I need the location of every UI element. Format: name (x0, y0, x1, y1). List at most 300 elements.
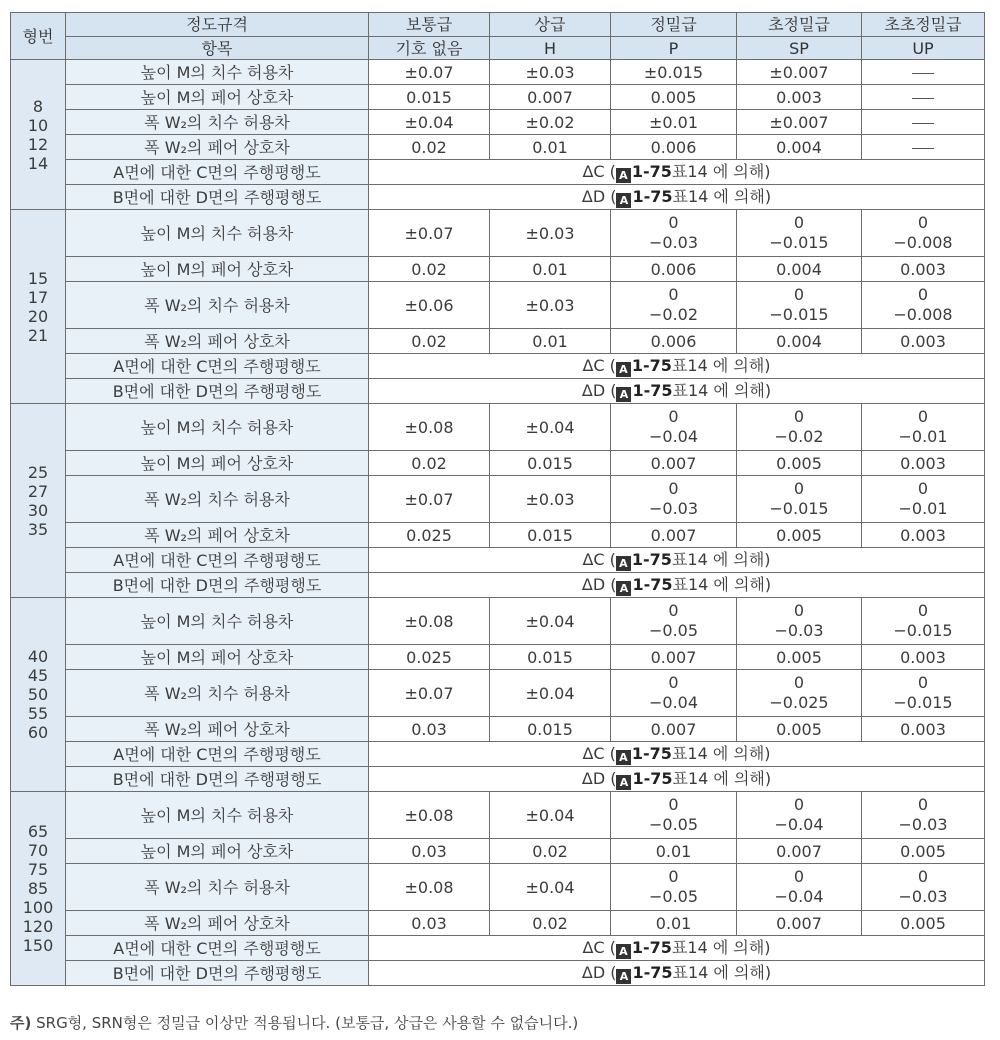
model-number: 12 (27, 134, 49, 154)
value-cell: 0.03 (369, 839, 490, 864)
tolerance-line: 0 (793, 795, 805, 814)
value-cell: ±0.04 (369, 110, 490, 135)
tolerance-line: 0 (917, 479, 929, 498)
model-number: 70 (27, 841, 49, 860)
accuracy-spec-table (10, 12, 985, 986)
ref-prefix: ΔD ( (581, 380, 617, 400)
ref-suffix: 표14 에 의해) (672, 768, 772, 788)
tolerance-line: −0.04 (648, 693, 699, 712)
not-applicable-dash (912, 98, 934, 99)
value-cell: ±0.08 (369, 404, 490, 451)
model-group-cell (11, 60, 66, 210)
table-row (11, 645, 985, 670)
parallelism-reference (369, 354, 985, 379)
value-cell: 0.004 (737, 257, 862, 282)
ref-page: 1-75 (632, 380, 673, 400)
grade-label-header: 정도규격 (66, 13, 369, 37)
value-cell: 0.025 (369, 645, 490, 670)
value-cell (737, 670, 862, 717)
tolerance-line: −0.01 (898, 499, 948, 518)
model-number: 35 (27, 519, 49, 539)
tolerance-line: 0 (668, 285, 679, 304)
ref-suffix: 표14 에 의해) (671, 161, 771, 181)
value-cell: 0.015 (490, 523, 611, 548)
catalog-section-icon: A (616, 775, 631, 790)
table-row (11, 329, 985, 354)
tolerance-line: 0 (793, 213, 805, 232)
tolerance-line: 0 (793, 407, 805, 426)
ref-suffix: 표14 에 의해) (672, 380, 772, 400)
tolerance-line: −0.03 (648, 233, 699, 252)
value-cell: 0.007 (737, 911, 862, 936)
ref-suffix: 표14 에 의해) (672, 574, 772, 594)
value-cell (862, 282, 985, 329)
ref-suffix: 표14 에 의해) (671, 355, 771, 375)
tolerance-line: −0.008 (893, 305, 953, 324)
grade-super-precision-header: 초정밀급 (737, 13, 862, 37)
item-parallelism-bd: B면에 대한 D면의 주행평행도 (66, 573, 369, 598)
parallelism-row (11, 742, 985, 767)
table-row (11, 210, 985, 257)
model-number: 60 (27, 723, 49, 742)
value-cell: 0.025 (369, 523, 490, 548)
ref-page: 1-75 (632, 186, 673, 206)
value-cell: 0.007 (737, 839, 862, 864)
not-applicable-dash (912, 123, 934, 124)
not-applicable-dash (912, 73, 934, 74)
parallelism-row (11, 767, 985, 792)
model-number: 17 (27, 287, 49, 307)
item-height-tolerance: 높이 M의 치수 허용차 (66, 404, 369, 451)
ref-prefix: ΔC ( (582, 161, 616, 181)
tolerance-line: −0.015 (769, 233, 829, 252)
parallelism-reference (369, 379, 985, 404)
item-width-pair-difference: 폭 W₂의 페어 상호차 (66, 717, 369, 742)
item-parallelism-ac: A면에 대한 C면의 주행평행도 (66, 936, 369, 961)
value-cell: 0.006 (611, 257, 737, 282)
catalog-section-icon: A (616, 750, 631, 765)
item-height-pair-difference: 높이 M의 페어 상호차 (66, 85, 369, 110)
model-group-cell (11, 210, 66, 404)
ref-suffix: 표14 에 의해) (672, 962, 772, 982)
tolerance-line: −0.02 (648, 305, 699, 324)
value-cell: ±0.07 (369, 210, 490, 257)
value-cell: 0.01 (490, 257, 611, 282)
value-cell: ±0.03 (490, 60, 611, 85)
tolerance-line: 0 (668, 795, 679, 814)
value-cell: 0.005 (737, 451, 862, 476)
value-cell: 0.005 (611, 85, 737, 110)
ref-suffix: 표14 에 의해) (671, 743, 771, 763)
item-parallelism-ac: A면에 대한 C면의 주행평행도 (66, 548, 369, 573)
grade-ultra-precision-header: 초초정밀급 (862, 13, 985, 37)
value-cell (862, 476, 985, 523)
value-cell: ±0.03 (490, 282, 611, 329)
value-cell: ±0.04 (490, 792, 611, 839)
parallelism-reference (369, 185, 985, 210)
table-row (11, 598, 985, 645)
item-height-tolerance: 높이 M의 치수 허용차 (66, 598, 369, 645)
model-number: 15 (27, 268, 49, 288)
table-row (11, 282, 985, 329)
item-width-pair-difference: 폭 W₂의 페어 상호차 (66, 135, 369, 160)
ref-prefix: ΔD ( (581, 962, 617, 982)
value-cell: ±0.01 (611, 110, 737, 135)
ref-prefix: ΔC ( (582, 743, 616, 763)
table-row (11, 864, 985, 911)
value-cell (611, 476, 737, 523)
value-cell: 0.01 (611, 911, 737, 936)
value-cell: 0.01 (490, 135, 611, 160)
value-cell: 0.015 (490, 717, 611, 742)
tolerance-line: 0 (793, 479, 805, 498)
ref-page: 1-75 (632, 768, 673, 788)
model-number: 10 (27, 115, 49, 135)
value-cell: 0.003 (737, 85, 862, 110)
catalog-section-icon: A (616, 362, 631, 377)
tolerance-line: −0.03 (898, 887, 948, 906)
model-number: 27 (27, 481, 49, 501)
value-cell: 0.02 (369, 451, 490, 476)
tolerance-line: −0.015 (769, 305, 829, 324)
item-height-tolerance: 높이 M의 치수 허용차 (66, 210, 369, 257)
value-cell (611, 864, 737, 911)
ref-prefix: ΔC ( (582, 355, 616, 375)
item-width-tolerance: 폭 W₂의 치수 허용차 (66, 864, 369, 911)
tolerance-line: −0.02 (774, 427, 824, 446)
footnote-prefix: 주) (10, 1014, 32, 1032)
value-cell (862, 404, 985, 451)
parallelism-reference (369, 548, 985, 573)
model-number: 45 (27, 666, 49, 685)
value-cell: ±0.02 (490, 110, 611, 135)
ref-page: 1-75 (631, 355, 672, 375)
value-cell: 0.015 (369, 85, 490, 110)
value-cell: 0.003 (862, 329, 985, 354)
footnote (10, 1012, 578, 1033)
parallelism-row (11, 354, 985, 379)
tolerance-line: −0.05 (648, 887, 699, 906)
symbol-high: H (490, 37, 611, 60)
value-cell: 0.01 (611, 839, 737, 864)
model-group-cell (11, 792, 66, 986)
item-width-tolerance: 폭 W₂의 치수 허용차 (66, 476, 369, 523)
table-row (11, 839, 985, 864)
model-number: 55 (27, 704, 49, 723)
ref-page: 1-75 (631, 743, 672, 763)
ref-suffix: 표14 에 의해) (672, 186, 772, 206)
table-row (11, 911, 985, 936)
item-parallelism-ac: A면에 대한 C면의 주행평행도 (66, 742, 369, 767)
model-number: 21 (27, 325, 49, 345)
value-cell: ±0.08 (369, 792, 490, 839)
value-cell: ±0.07 (369, 60, 490, 85)
value-cell (737, 598, 862, 645)
item-width-pair-difference: 폭 W₂의 페어 상호차 (66, 911, 369, 936)
ref-suffix: 표14 에 의해) (671, 937, 771, 957)
value-cell: 0.003 (862, 451, 985, 476)
value-cell (862, 85, 985, 110)
tolerance-line: −0.025 (769, 693, 829, 712)
symbol-super-precision: SP (737, 37, 862, 60)
model-no-header: 형번 (11, 13, 66, 60)
value-cell: 0.004 (737, 135, 862, 160)
value-cell (862, 670, 985, 717)
symbol-ultra-precision: UP (862, 37, 985, 60)
item-parallelism-bd: B면에 대한 D면의 주행평행도 (66, 961, 369, 986)
tolerance-line: −0.01 (898, 427, 948, 446)
catalog-section-icon: A (616, 193, 631, 208)
ref-prefix: ΔD ( (581, 768, 617, 788)
item-height-tolerance: 높이 M의 치수 허용차 (66, 60, 369, 85)
table-row (11, 257, 985, 282)
value-cell: ±0.015 (611, 60, 737, 85)
tolerance-line: −0.05 (648, 815, 699, 834)
catalog-section-icon: A (616, 969, 631, 984)
tolerance-line: 0 (917, 673, 929, 692)
header-row-grades (11, 13, 985, 37)
value-cell: 0.02 (369, 135, 490, 160)
tolerance-line: −0.03 (898, 815, 948, 834)
item-parallelism-bd: B면에 대한 D면의 주행평행도 (66, 185, 369, 210)
catalog-section-icon: A (616, 944, 631, 959)
tolerance-line: 0 (793, 867, 805, 886)
model-number: 8 (32, 96, 44, 116)
tolerance-line: 0 (917, 867, 929, 886)
table-row (11, 523, 985, 548)
tolerance-line: −0.05 (648, 621, 699, 640)
value-cell: 0.02 (369, 257, 490, 282)
value-cell: 0.003 (862, 523, 985, 548)
value-cell (862, 135, 985, 160)
item-parallelism-ac: A면에 대한 C면의 주행평행도 (66, 160, 369, 185)
tolerance-line: 0 (668, 407, 679, 426)
value-cell (862, 110, 985, 135)
symbol-precision: P (611, 37, 737, 60)
parallelism-row (11, 936, 985, 961)
value-cell (737, 792, 862, 839)
model-number: 25 (27, 462, 49, 482)
ref-suffix: 표14 에 의해) (671, 549, 771, 569)
catalog-section-icon: A (616, 387, 631, 402)
model-number: 14 (27, 153, 49, 173)
not-applicable-dash (912, 148, 934, 149)
value-cell: ±0.08 (369, 598, 490, 645)
value-cell (611, 598, 737, 645)
value-cell (737, 282, 862, 329)
item-height-pair-difference: 높이 M의 페어 상호차 (66, 451, 369, 476)
tolerance-line: 0 (793, 285, 805, 304)
value-cell: 0.005 (737, 645, 862, 670)
item-parallelism-bd: B면에 대한 D면의 주행평행도 (66, 767, 369, 792)
parallelism-reference (369, 936, 985, 961)
value-cell (611, 792, 737, 839)
item-height-pair-difference: 높이 M의 페어 상호차 (66, 839, 369, 864)
value-cell: 0.02 (369, 329, 490, 354)
tolerance-line: 0 (917, 601, 929, 620)
value-cell (611, 404, 737, 451)
model-number: 150 (22, 936, 54, 955)
tolerance-line: 0 (793, 673, 805, 692)
value-cell: 0.007 (611, 451, 737, 476)
tolerance-line: −0.015 (769, 499, 829, 518)
table-row (11, 451, 985, 476)
tolerance-line: −0.04 (648, 427, 699, 446)
model-number: 120 (22, 917, 54, 936)
model-number: 40 (27, 647, 49, 666)
parallelism-reference (369, 573, 985, 598)
parallelism-row (11, 379, 985, 404)
value-cell: ±0.03 (490, 210, 611, 257)
value-cell: 0.03 (369, 717, 490, 742)
ref-prefix: ΔD ( (581, 574, 617, 594)
item-parallelism-bd: B면에 대한 D면의 주행평행도 (66, 379, 369, 404)
catalog-section-icon: A (616, 581, 631, 596)
model-number: 100 (22, 898, 54, 917)
value-cell: ±0.03 (490, 476, 611, 523)
model-number: 65 (27, 822, 49, 841)
item-width-pair-difference: 폭 W₂의 페어 상호차 (66, 523, 369, 548)
tolerance-line: 0 (668, 673, 679, 692)
parallelism-row (11, 160, 985, 185)
model-number: 30 (27, 500, 49, 520)
value-cell: 0.007 (490, 85, 611, 110)
parallelism-reference (369, 160, 985, 185)
value-cell: ±0.08 (369, 864, 490, 911)
value-cell (862, 60, 985, 85)
value-cell: ±0.04 (490, 404, 611, 451)
value-cell: 0.005 (862, 839, 985, 864)
value-cell: 0.02 (490, 839, 611, 864)
tolerance-line: 0 (917, 285, 929, 304)
item-width-tolerance: 폭 W₂의 치수 허용차 (66, 282, 369, 329)
table-row (11, 717, 985, 742)
model-number: 20 (27, 306, 49, 326)
value-cell: ±0.007 (737, 110, 862, 135)
grade-high-header: 상급 (490, 13, 611, 37)
value-cell: ±0.07 (369, 670, 490, 717)
parallelism-row (11, 573, 985, 598)
value-cell: 0.005 (862, 911, 985, 936)
header-row-symbols (11, 37, 985, 60)
parallelism-reference (369, 742, 985, 767)
table-row (11, 792, 985, 839)
item-height-tolerance: 높이 M의 치수 허용차 (66, 792, 369, 839)
symbol-normal: 기호 없음 (369, 37, 490, 60)
item-width-tolerance: 폭 W₂의 치수 허용차 (66, 110, 369, 135)
footnote-text: SRG형, SRN형은 정밀급 이상만 적용됩니다. (보통급, 상급은 사용할 수 없습니다.) (31, 1014, 579, 1032)
value-cell: ±0.04 (490, 670, 611, 717)
table-row (11, 135, 985, 160)
ref-page: 1-75 (632, 962, 673, 982)
tolerance-line: −0.04 (774, 887, 824, 906)
ref-prefix: ΔD ( (581, 186, 617, 206)
ref-prefix: ΔC ( (582, 549, 616, 569)
value-cell: ±0.04 (490, 864, 611, 911)
table-row (11, 85, 985, 110)
tolerance-line: 0 (668, 601, 679, 620)
value-cell (862, 598, 985, 645)
table-row (11, 476, 985, 523)
ref-page: 1-75 (632, 574, 673, 594)
value-cell: ±0.04 (490, 598, 611, 645)
value-cell: 0.005 (737, 523, 862, 548)
table-row (11, 110, 985, 135)
tolerance-line: 0 (668, 479, 679, 498)
value-cell (611, 670, 737, 717)
value-cell: 0.007 (611, 645, 737, 670)
tolerance-line: −0.015 (893, 621, 953, 640)
parallelism-reference (369, 767, 985, 792)
value-cell (862, 210, 985, 257)
value-cell (737, 476, 862, 523)
item-height-pair-difference: 높이 M의 페어 상호차 (66, 645, 369, 670)
value-cell: 0.004 (737, 329, 862, 354)
ref-page: 1-75 (631, 549, 672, 569)
value-cell: 0.03 (369, 911, 490, 936)
value-cell: 0.015 (490, 451, 611, 476)
value-cell: ±0.07 (369, 476, 490, 523)
table-row (11, 60, 985, 85)
value-cell (737, 210, 862, 257)
grade-normal-header: 보통급 (369, 13, 490, 37)
parallelism-reference (369, 961, 985, 986)
parallelism-row (11, 548, 985, 573)
tolerance-line: 0 (793, 601, 805, 620)
tolerance-line: −0.03 (648, 499, 699, 518)
value-cell: 0.01 (490, 329, 611, 354)
tolerance-line: −0.008 (893, 233, 953, 252)
value-cell: 0.003 (862, 645, 985, 670)
model-number: 50 (27, 685, 49, 704)
tolerance-line: 0 (668, 213, 679, 232)
tolerance-line: 0 (668, 867, 679, 886)
catalog-section-icon: A (616, 168, 631, 183)
ref-prefix: ΔC ( (582, 937, 616, 957)
value-cell: 0.015 (490, 645, 611, 670)
model-number: 85 (27, 879, 49, 898)
value-cell: 0.003 (862, 717, 985, 742)
value-cell (611, 210, 737, 257)
tolerance-line: −0.04 (774, 815, 824, 834)
tolerance-line: −0.03 (774, 621, 824, 640)
value-cell (611, 282, 737, 329)
table-row (11, 404, 985, 451)
accuracy-table-container (10, 12, 984, 986)
value-cell: 0.006 (611, 329, 737, 354)
model-group-cell (11, 598, 66, 792)
value-cell: 0.005 (737, 717, 862, 742)
model-number: 75 (27, 860, 49, 879)
tolerance-line: 0 (917, 407, 929, 426)
item-width-pair-difference: 폭 W₂의 페어 상호차 (66, 329, 369, 354)
value-cell: ±0.06 (369, 282, 490, 329)
ref-page: 1-75 (631, 937, 672, 957)
value-cell: 0.006 (611, 135, 737, 160)
parallelism-row (11, 185, 985, 210)
tolerance-line: 0 (917, 795, 929, 814)
item-label-header: 항목 (66, 37, 369, 60)
value-cell: 0.003 (862, 257, 985, 282)
value-cell (862, 792, 985, 839)
item-parallelism-ac: A면에 대한 C면의 주행평행도 (66, 354, 369, 379)
value-cell (737, 864, 862, 911)
table-row (11, 670, 985, 717)
value-cell: 0.02 (490, 911, 611, 936)
parallelism-row (11, 961, 985, 986)
grade-precision-header: 정밀급 (611, 13, 737, 37)
item-height-pair-difference: 높이 M의 페어 상호차 (66, 257, 369, 282)
